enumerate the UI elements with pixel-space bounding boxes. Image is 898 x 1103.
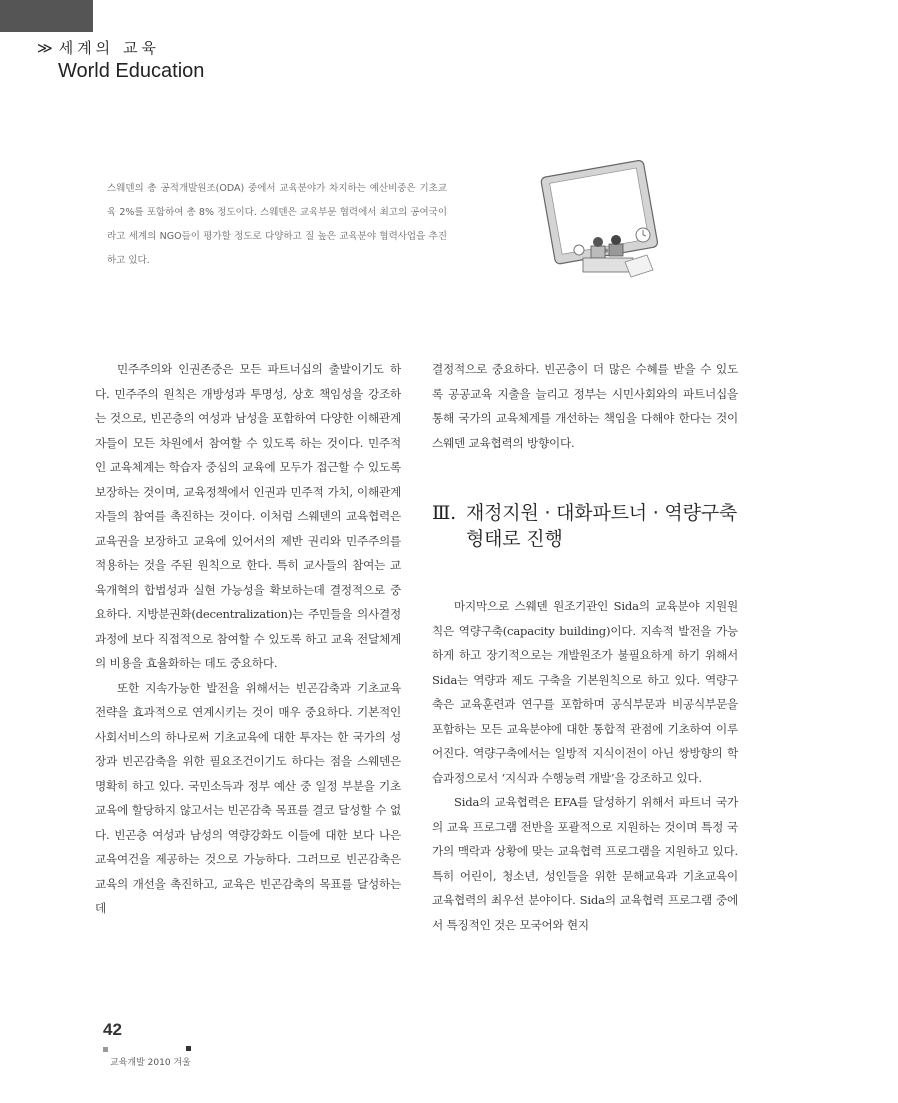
paragraph: Sida의 교육협력은 EFA를 달성하기 위해서 파트너 국가의 교육 프로그램 전반을 포괄적으로 지원하는 것이며 특정 국가의 맥락과 상황에 맞는 교육협력 프로그램을 지원하고 있다. 특히 어린이, 청소년, 성인들을 위한 문해교육과 기초교육이 교육협력의 최우선 분야이다. Sida의 교육협력 프로그램 중에서 특징적인 것은 모국어와 현지 <box>432 795 738 932</box>
paragraph: 마지막으로 스웨덴 원조기관인 Sida의 교육분야 지원원칙은 역량구축(capacity building)이다. 지속적 발전을 가능하게 하고 장기적으로는 개발원조가 불필요하게 하기 위해서 Sida는 역량과 제도 구축을 기본원칙으로 하고 있다. 역량구축은 교육훈련과 연구를 포함하며 공식부문과 비공식부문을 포함하는 모든 교육분야에 대한 통합적 관점에 기초하여 이루어진다. 역량구축에서는 일방적 지식이전이 아닌 쌍방향의 학습과정으로서 ‘지식과 수행능력 개발’을 강조하고 있다. <box>432 599 738 785</box>
summary-text: 스웨덴의 총 공적개발원조(ODA) 중에서 교육분야가 차지하는 예산비중은 기초교육 2%를 포함하여 총 8% 정도이다. 스웨덴은 교육부문 협력에서 최고의 공여국이라고 세계의 NGO들이 평가할 정도로 다양하고 질 높은 교육분야 협력사업을 추진하고 있다. <box>107 183 447 266</box>
section-heading <box>432 500 738 552</box>
section-title-korean-text: 세계의 교육 <box>58 39 160 57</box>
page-number: 42 <box>103 1020 122 1039</box>
publication-name: 교육개발 2010 겨울 <box>110 1058 191 1068</box>
left-column <box>95 357 401 921</box>
footer-square-light <box>103 1047 108 1052</box>
paragraph: 또한 지속가능한 발전을 위해서는 빈곤감축과 기초교육 전략을 효과적으로 연계시키는 것이 매우 중요하다. 기본적인 사회서비스의 하나로써 기초교육에 대한 투자는 한 국가의 성장과 빈곤감축을 위한 필요조건이기도 하다는 점을 스웨덴은 명확히 하고 있다. 국민소득과 정부 예산 중 일정 부분을 기초교육에 할당하지 않고서는 빈곤감축 목표를 결코 달성할 수 없다. 빈곤층 여성과 남성의 역량강화도 이들에 대한 보다 나은 교육여건을 제공하는 것으로 가능하다. 그러므로 빈곤감축은 교육의 개선을 촉진하고, 교육은 빈곤감축의 목표를 달성하는데 <box>95 680 401 915</box>
header-tab-block <box>0 0 93 32</box>
section-title-english: World Education <box>58 60 205 82</box>
section-heading-number: Ⅲ. <box>432 502 456 524</box>
section-title-korean <box>37 37 160 58</box>
right-column <box>432 357 738 937</box>
paragraph-continuation: 결정적으로 중요하다. 빈곤층이 더 많은 수혜를 받을 수 있도록 공공교육 지출을 늘리고 정부는 시민사회와의 파트너십을 통해 국가의 교육체계를 개선하는 책임을 다해야 한다는 것이 스웨덴 교육협력의 방향이다. <box>432 362 738 450</box>
chevron-icon: ≫ <box>37 39 53 57</box>
section-heading-line1: 재정지원 · 대화파트너 · 역량구축 <box>466 502 738 524</box>
section-heading-text <box>466 500 737 552</box>
paragraph: 민주주의와 인권존중은 모든 파트너십의 출발이기도 하다. 민주주의 원칙은 개방성과 투명성, 상호 책임성을 강조하는 것으로, 빈곤층의 여성과 남성을 포함하여 다양한 이해관계자들이 모든 차원에서 참여할 수 있도록 하는 것이다. 민주적인 교육체계는 학습자 중심의 교육에 모두가 접근할 수 있도록 보장하는 것이며, 교육정책에서 인권과 민주적 가치, 이해관계자들의 참여를 촉진하는 것이다. 이처럼 스웨덴의 교육협력은 교육권을 보장하고 교육에 있어서의 제반 권리와 민주주의를 적용하는 것을 주된 원칙으로 한다. 특히 교사들의 참여는 교육개혁의 합법성과 실현 가능성을 확보하는데 결정적으로 중요하다. 지방분권화(decentralization)는 주민들을 의사결정과정에 보다 직접적으로 참여할 수 있도록 하고 교육 전달체계의 비용을 효율화하는 데도 중요하다. <box>95 362 401 670</box>
section-heading-line2: 형태로 진행 <box>466 528 563 550</box>
footer-square-dark <box>186 1046 191 1051</box>
tablet-illustration <box>535 150 665 285</box>
